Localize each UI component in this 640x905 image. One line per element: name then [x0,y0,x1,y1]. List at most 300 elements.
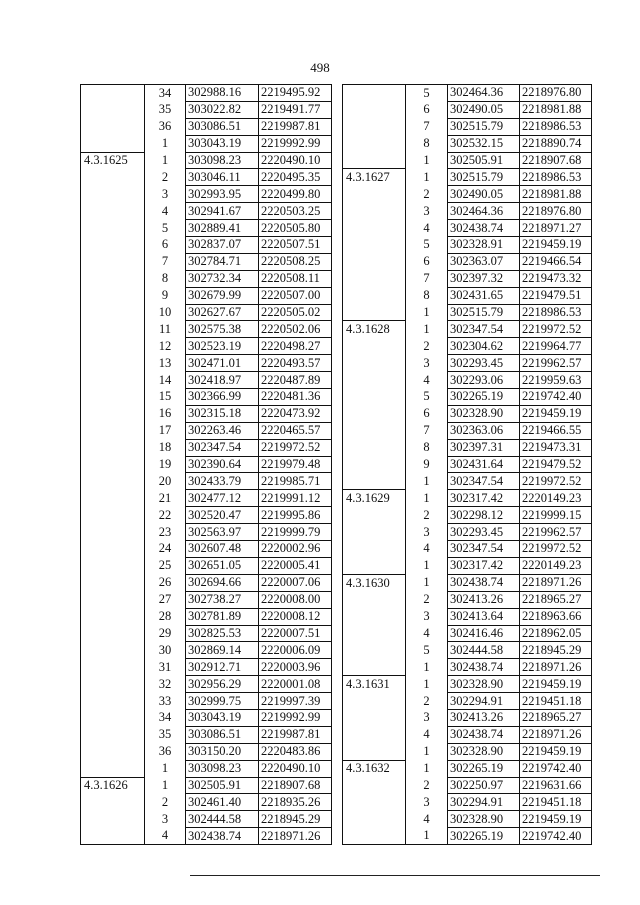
y-coordinate-cell: 2220507.51 [259,237,332,254]
point-number-cell: 2 [406,186,448,203]
section-cell [343,304,406,321]
section-cell [343,85,406,102]
point-number-cell: 4 [145,828,186,845]
x-coordinate-cell: 302505.91 [186,777,259,794]
coordinates-table-left [80,84,332,845]
x-coordinate-cell: 303098.23 [186,760,259,777]
y-coordinate-cell: 2220505.02 [259,304,332,321]
point-number-cell: 24 [145,541,186,558]
x-coordinate-cell: 302438.74 [448,726,520,743]
table-row [81,372,332,389]
y-coordinate-cell: 2219742.40 [520,760,592,777]
x-coordinate-cell: 302999.75 [186,693,259,710]
x-coordinate-cell: 302413.26 [448,709,520,726]
y-coordinate-cell: 2220481.36 [259,389,332,406]
section-cell [343,355,406,372]
y-coordinate-cell: 2218907.68 [259,777,332,794]
table-row [343,422,592,439]
point-number-cell: 2 [145,794,186,811]
x-coordinate-cell: 302347.54 [448,321,520,338]
table-row [343,777,592,794]
point-number-cell: 5 [145,220,186,237]
point-number-cell: 4 [406,220,448,237]
table-row [343,355,592,372]
point-number-cell: 12 [145,338,186,355]
point-number-cell: 1 [406,169,448,186]
section-cell: 4.3.1628 [343,321,406,338]
section-cell [343,253,406,270]
table-row [81,85,332,102]
section-cell [81,270,145,287]
point-number-cell: 5 [406,389,448,406]
x-coordinate-cell: 302328.91 [448,237,520,254]
y-coordinate-cell: 2219985.71 [259,473,332,490]
section-cell [343,659,406,676]
x-coordinate-cell: 302317.42 [448,490,520,507]
table-row [81,760,332,777]
section-cell [343,405,406,422]
y-coordinate-cell: 2219473.32 [520,270,592,287]
y-coordinate-cell: 2218907.68 [520,152,592,169]
point-number-cell: 4 [145,203,186,220]
table-row [343,608,592,625]
y-coordinate-cell: 2220503.25 [259,203,332,220]
x-coordinate-cell: 302390.64 [186,456,259,473]
table-row [81,169,332,186]
point-number-cell: 1 [406,676,448,693]
section-cell [81,760,145,777]
x-coordinate-cell: 302889.41 [186,220,259,237]
point-number-cell: 36 [145,118,186,135]
point-number-cell: 3 [406,794,448,811]
table-row [81,794,332,811]
section-cell [81,355,145,372]
table-row [343,591,592,608]
table-row [81,118,332,135]
section-cell [343,101,406,118]
table-row [81,659,332,676]
y-coordinate-cell: 2219495.92 [259,85,332,102]
table-row [81,574,332,591]
table-row [81,726,332,743]
table-row [343,524,592,541]
section-cell [81,659,145,676]
section-cell [81,338,145,355]
table-row [81,625,332,642]
section-cell [81,828,145,845]
point-number-cell: 14 [145,372,186,389]
section-cell [81,794,145,811]
table-row [81,743,332,760]
point-number-cell: 1 [145,760,186,777]
x-coordinate-cell: 302431.65 [448,287,520,304]
x-coordinate-cell: 302490.05 [448,186,520,203]
point-number-cell: 31 [145,659,186,676]
x-coordinate-cell: 302438.74 [448,220,520,237]
point-number-cell: 25 [145,557,186,574]
x-coordinate-cell: 302294.91 [448,794,520,811]
point-number-cell: 6 [406,101,448,118]
x-coordinate-cell: 302438.74 [448,659,520,676]
section-cell [343,118,406,135]
table-row [343,118,592,135]
y-coordinate-cell: 2218981.88 [520,186,592,203]
x-coordinate-cell: 302515.79 [448,118,520,135]
x-coordinate-cell: 302363.07 [448,253,520,270]
y-coordinate-cell: 2219972.52 [520,321,592,338]
section-cell [81,186,145,203]
y-coordinate-cell: 2219479.52 [520,456,592,473]
x-coordinate-cell: 302328.90 [448,676,520,693]
y-coordinate-cell: 2220508.25 [259,253,332,270]
point-number-cell: 1 [406,574,448,591]
table-row [343,574,592,591]
y-coordinate-cell: 2219962.57 [520,355,592,372]
section-cell [343,270,406,287]
point-number-cell: 5 [406,85,448,102]
x-coordinate-cell: 303022.82 [186,101,259,118]
point-number-cell: 4 [406,811,448,828]
x-coordinate-cell: 302315.18 [186,405,259,422]
table-row [343,811,592,828]
point-number-cell: 7 [406,270,448,287]
table-row [81,828,332,845]
y-coordinate-cell: 2218971.27 [520,220,592,237]
section-cell [81,118,145,135]
y-coordinate-cell: 2219999.15 [520,507,592,524]
table-row [81,709,332,726]
section-cell [81,693,145,710]
x-coordinate-cell: 302438.74 [186,828,259,845]
y-coordinate-cell: 2218981.88 [520,101,592,118]
point-number-cell: 3 [406,608,448,625]
section-cell [81,524,145,541]
table-row [81,321,332,338]
table-row [343,676,592,693]
table-row [343,507,592,524]
x-coordinate-cell: 302651.05 [186,557,259,574]
section-cell [81,642,145,659]
point-number-cell: 28 [145,608,186,625]
point-number-cell: 8 [406,439,448,456]
y-coordinate-cell: 2218971.26 [520,726,592,743]
section-cell [81,726,145,743]
section-cell: 4.3.1632 [343,760,406,777]
table-row [81,237,332,254]
point-number-cell: 1 [406,557,448,574]
section-cell [81,676,145,693]
y-coordinate-cell: 2219999.79 [259,524,332,541]
section-cell [343,456,406,473]
section-cell [343,709,406,726]
table-row [81,152,332,169]
y-coordinate-cell: 2220473.92 [259,405,332,422]
x-coordinate-cell: 302317.42 [448,557,520,574]
footer-rule [190,875,600,876]
x-coordinate-cell: 302694.66 [186,574,259,591]
y-coordinate-cell: 2220465.57 [259,422,332,439]
table-row [343,270,592,287]
x-coordinate-cell: 302464.36 [448,203,520,220]
section-cell [81,574,145,591]
section-cell: 4.3.1626 [81,777,145,794]
x-coordinate-cell: 302265.19 [448,828,520,845]
table-row [81,456,332,473]
section-cell [343,591,406,608]
section-cell: 4.3.1629 [343,490,406,507]
table-row [343,169,592,186]
table-row [81,389,332,406]
section-cell [81,321,145,338]
x-coordinate-cell: 302532.15 [448,135,520,152]
x-coordinate-cell: 302515.79 [448,304,520,321]
section-cell [81,456,145,473]
section-cell [343,693,406,710]
y-coordinate-cell: 2220499.80 [259,186,332,203]
x-coordinate-cell: 302471.01 [186,355,259,372]
table-row [81,557,332,574]
x-coordinate-cell: 302490.05 [448,101,520,118]
point-number-cell: 21 [145,490,186,507]
y-coordinate-cell: 2219987.81 [259,726,332,743]
section-cell [81,220,145,237]
x-coordinate-cell: 302515.79 [448,169,520,186]
point-number-cell: 5 [406,237,448,254]
table-row [343,253,592,270]
table-row [81,203,332,220]
x-coordinate-cell: 302912.71 [186,659,259,676]
x-coordinate-cell: 302837.07 [186,237,259,254]
y-coordinate-cell: 2219987.81 [259,118,332,135]
x-coordinate-cell: 302304.62 [448,338,520,355]
y-coordinate-cell: 2218890.74 [520,135,592,152]
section-cell [81,608,145,625]
y-coordinate-cell: 2220008.12 [259,608,332,625]
x-coordinate-cell: 302293.45 [448,524,520,541]
section-cell [81,389,145,406]
section-cell [343,473,406,490]
point-number-cell: 2 [406,338,448,355]
section-cell [343,828,406,845]
table-row [343,220,592,237]
x-coordinate-cell: 302328.90 [448,743,520,760]
section-cell [343,777,406,794]
point-number-cell: 7 [406,422,448,439]
point-number-cell: 2 [406,591,448,608]
y-coordinate-cell: 2218945.29 [520,642,592,659]
point-number-cell: 1 [406,152,448,169]
x-coordinate-cell: 302956.29 [186,676,259,693]
y-coordinate-cell: 2219964.77 [520,338,592,355]
y-coordinate-cell: 2220487.89 [259,372,332,389]
point-number-cell: 13 [145,355,186,372]
y-coordinate-cell: 2220007.06 [259,574,332,591]
section-cell [81,743,145,760]
y-coordinate-cell: 2220149.23 [520,557,592,574]
table-row [343,321,592,338]
y-coordinate-cell: 2220502.06 [259,321,332,338]
y-coordinate-cell: 2220006.09 [259,642,332,659]
x-coordinate-cell: 302575.38 [186,321,259,338]
x-coordinate-cell: 302294.91 [448,693,520,710]
point-number-cell: 1 [406,743,448,760]
y-coordinate-cell: 2219491.77 [259,101,332,118]
section-cell [81,169,145,186]
section-cell [81,101,145,118]
x-coordinate-cell: 302607.48 [186,541,259,558]
y-coordinate-cell: 2219997.39 [259,693,332,710]
section-cell [81,287,145,304]
table-row [343,642,592,659]
point-number-cell: 9 [406,456,448,473]
point-number-cell: 20 [145,473,186,490]
y-coordinate-cell: 2219992.99 [259,709,332,726]
y-coordinate-cell: 2220498.27 [259,338,332,355]
y-coordinate-cell: 2218945.29 [259,811,332,828]
table-row [81,270,332,287]
x-coordinate-cell: 302366.99 [186,389,259,406]
y-coordinate-cell: 2220003.96 [259,659,332,676]
y-coordinate-cell: 2218965.27 [520,709,592,726]
point-number-cell: 32 [145,676,186,693]
table-row [81,287,332,304]
point-number-cell: 4 [406,372,448,389]
x-coordinate-cell: 302250.97 [448,777,520,794]
section-cell [81,541,145,558]
x-coordinate-cell: 303043.19 [186,709,259,726]
table-row [81,591,332,608]
y-coordinate-cell: 2220493.57 [259,355,332,372]
point-number-cell: 35 [145,101,186,118]
section-cell [81,304,145,321]
x-coordinate-cell: 302347.54 [186,439,259,456]
y-coordinate-cell: 2218963.66 [520,608,592,625]
point-number-cell: 6 [406,405,448,422]
table-row [81,186,332,203]
section-cell [81,372,145,389]
section-cell [343,541,406,558]
point-number-cell: 17 [145,422,186,439]
point-number-cell: 36 [145,743,186,760]
x-coordinate-cell: 303046.11 [186,169,259,186]
y-coordinate-cell: 2219992.99 [259,135,332,152]
point-number-cell: 30 [145,642,186,659]
x-coordinate-cell: 302523.19 [186,338,259,355]
table-row [81,777,332,794]
x-coordinate-cell: 302363.06 [448,422,520,439]
x-coordinate-cell: 302263.46 [186,422,259,439]
y-coordinate-cell: 2219959.63 [520,372,592,389]
page-number: 498 [310,60,330,75]
section-cell [343,794,406,811]
point-number-cell: 22 [145,507,186,524]
y-coordinate-cell: 2220149.23 [520,490,592,507]
y-coordinate-cell: 2219979.48 [259,456,332,473]
x-coordinate-cell: 302438.74 [448,574,520,591]
section-cell: 4.3.1627 [343,169,406,186]
point-number-cell: 1 [406,659,448,676]
point-number-cell: 34 [145,85,186,102]
y-coordinate-cell: 2218986.53 [520,169,592,186]
point-number-cell: 8 [406,135,448,152]
table-row [343,557,592,574]
point-number-cell: 1 [406,760,448,777]
y-coordinate-cell: 2218962.05 [520,625,592,642]
table-row [343,541,592,558]
table-row [81,524,332,541]
x-coordinate-cell: 302444.58 [448,642,520,659]
point-number-cell: 6 [145,237,186,254]
point-number-cell: 35 [145,726,186,743]
x-coordinate-cell: 302679.99 [186,287,259,304]
table-row [81,693,332,710]
point-number-cell: 6 [406,253,448,270]
section-cell: 4.3.1630 [343,574,406,591]
table-row [81,338,332,355]
point-number-cell: 19 [145,456,186,473]
table-row [81,355,332,372]
table-row [81,101,332,118]
point-number-cell: 1 [145,777,186,794]
section-cell [343,152,406,169]
x-coordinate-cell: 302825.53 [186,625,259,642]
table-row [343,659,592,676]
y-coordinate-cell: 2219459.19 [520,676,592,693]
x-coordinate-cell: 302781.89 [186,608,259,625]
table-row [343,186,592,203]
section-cell [343,203,406,220]
x-coordinate-cell: 302738.27 [186,591,259,608]
section-cell: 4.3.1631 [343,676,406,693]
point-number-cell: 4 [406,726,448,743]
point-number-cell: 7 [406,118,448,135]
y-coordinate-cell: 2220490.10 [259,760,332,777]
point-number-cell: 3 [406,524,448,541]
y-coordinate-cell: 2218976.80 [520,203,592,220]
table-row [343,456,592,473]
table-row [343,203,592,220]
point-number-cell: 27 [145,591,186,608]
table-row [81,507,332,524]
y-coordinate-cell: 2220007.51 [259,625,332,642]
table-row [81,490,332,507]
table-row [343,405,592,422]
point-number-cell: 4 [406,541,448,558]
point-number-cell: 29 [145,625,186,642]
x-coordinate-cell: 302431.64 [448,456,520,473]
section-cell [343,389,406,406]
x-coordinate-cell: 302397.32 [448,270,520,287]
point-number-cell: 8 [145,270,186,287]
x-coordinate-cell: 302328.90 [448,811,520,828]
section-cell: 4.3.1625 [81,152,145,169]
point-number-cell: 8 [406,287,448,304]
section-cell [343,625,406,642]
section-cell [81,253,145,270]
table-row [343,304,592,321]
x-coordinate-cell: 302416.46 [448,625,520,642]
point-number-cell: 1 [145,152,186,169]
table-row [343,760,592,777]
y-coordinate-cell: 2219742.40 [520,389,592,406]
section-cell [81,490,145,507]
section-cell [343,237,406,254]
x-coordinate-cell: 302413.26 [448,591,520,608]
x-coordinate-cell: 302413.64 [448,608,520,625]
section-cell [81,237,145,254]
point-number-cell: 3 [406,709,448,726]
point-number-cell: 1 [406,304,448,321]
